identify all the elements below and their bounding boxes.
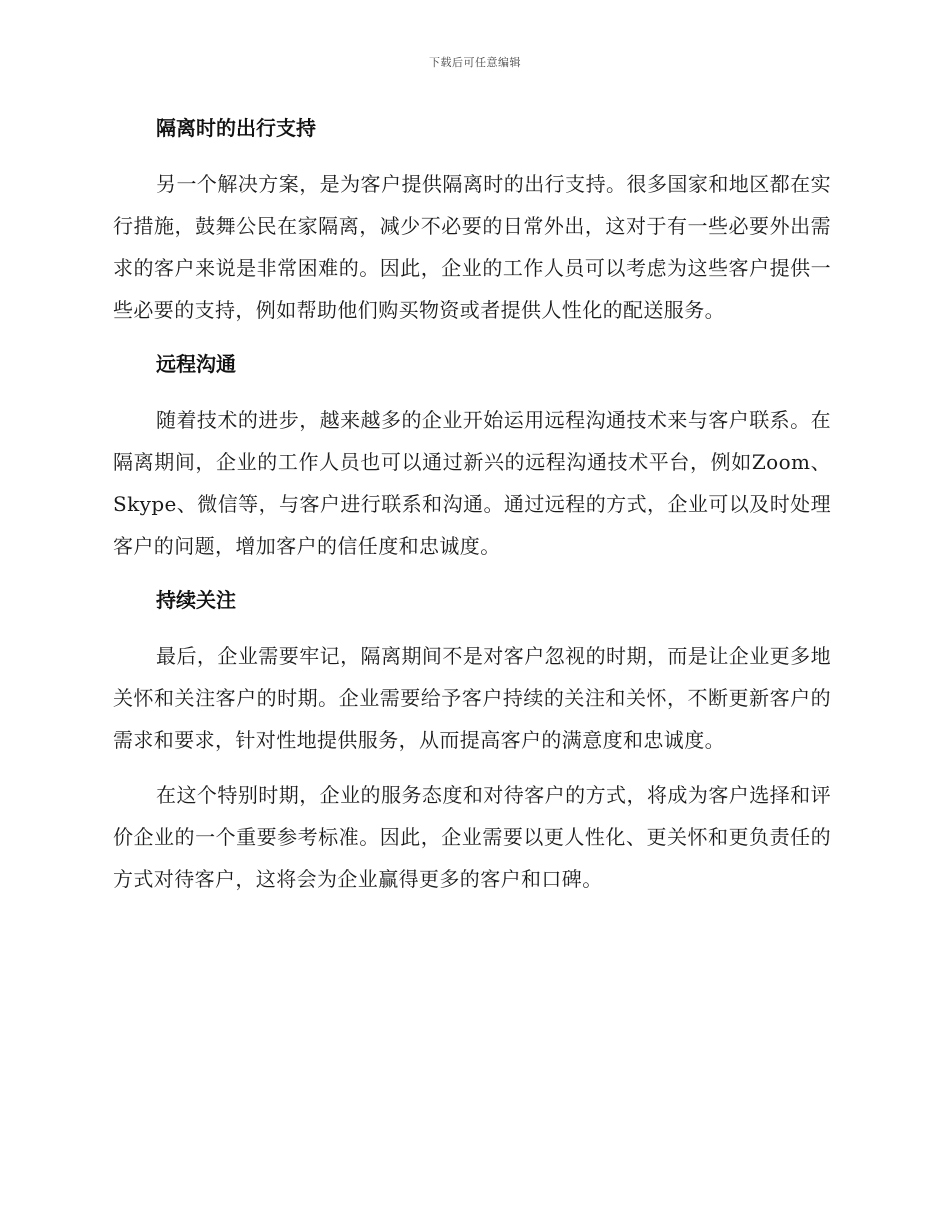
paragraph: 最后，企业需要牢记，隔离期间不是对客户忽视的时期，而是让企业更多地关怀和关注客户的时期。企业需要给予客户持续的关注和关怀，不断更新客户的需求和要求，针对性地提供服务，从而提高客户的满意度和忠诚度。 (113, 644, 831, 752)
document-body (113, 108, 831, 913)
paragraph: 在这个特别时期，企业的服务态度和对待客户的方式，将成为客户选择和评价企业的一个重要参考标准。因此，企业需要以更人性化、更关怀和更负责任的方式对待客户，这将会为企业赢得更多的客户和口碑。 (113, 783, 831, 891)
paragraph: 另一个解决方案，是为客户提供隔离时的出行支持。很多国家和地区都在实行措施，鼓舞公民在家隔离，减少不必要的日常外出，这对于有一些必要外出需求的客户来说是非常困难的。因此，企业的工作人员可以考虑为这些客户提供一些必要的支持，例如帮助他们购买物资或者提供人性化的配送服务。 (113, 172, 831, 322)
section-heading: 隔离时的出行支持 (156, 116, 316, 140)
paragraph: 随着技术的进步，越来越多的企业开始运用远程沟通技术来与客户联系。在隔离期间，企业的工作人员也可以通过新兴的远程沟通技术平台，例如Zoom、Skype、微信等，与客户进行联系和沟通。通过远程的方式，企业可以及时处理客户的问题，增加客户的信任度和忠诚度。 (113, 408, 831, 558)
page-header: 下载后可任意编辑 (429, 56, 521, 69)
section-remote-communication (113, 344, 831, 567)
section-heading: 远程沟通 (156, 352, 236, 376)
section-continuous-attention (113, 580, 831, 900)
section-heading: 持续关注 (156, 588, 236, 612)
section-travel-support (113, 108, 831, 331)
